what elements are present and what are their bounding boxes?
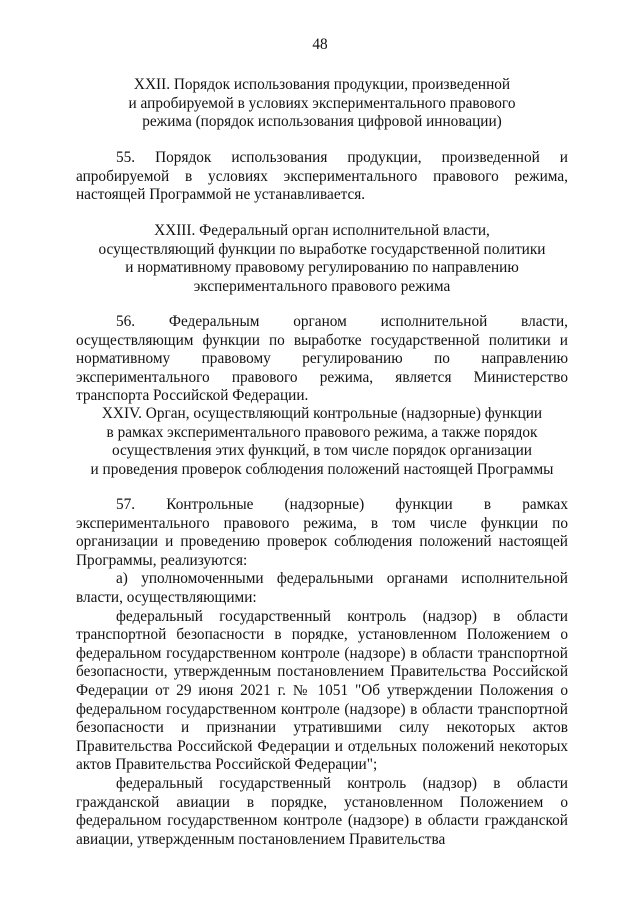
- paragraph-civil-aviation: федеральный государственный контроль (надзор) в области гражданской авиации в порядке, установленном Положением о федеральном государственном контроле (надзоре) в области гражданской авиации, утвержденным постановлением Правительства: [76, 774, 568, 848]
- paragraph-56: 56. Федеральным органом исполнительной власти, осуществляющим функции по выработке государственной политики и нормативному правовому регулированию по направлению экспериментального правового режима, является Министерство транспорта Российской Федерации.: [76, 313, 568, 405]
- heading-line: экспериментального правового режима: [193, 277, 451, 295]
- section-body-xxii: [76, 149, 568, 205]
- section-heading-xxii: [76, 76, 568, 132]
- paragraph-55: 55. Порядок использования продукции, произведенной и апробируемой в условиях экспериментального правового режима, настоящей Программой не устанавливается.: [76, 149, 568, 204]
- heading-line: режима (порядок использования цифровой инновации): [142, 113, 502, 131]
- heading-line: в рамках экспериментального правового режима, а также порядок: [106, 423, 538, 441]
- paragraph-57-a: а) уполномоченными федеральными органами исполнительной власти, осуществляющими:: [76, 570, 568, 606]
- heading-line: осуществления этих функций, в том числе порядок организации: [112, 442, 532, 460]
- section-heading-xxiii: [76, 222, 568, 296]
- section-heading-xxiv: [76, 405, 568, 479]
- page-number: 48: [312, 36, 328, 53]
- heading-line: осуществляющий функции по выработке государственной политики: [98, 240, 546, 258]
- paragraph-transport-security: федеральный государственный контроль (надзор) в области транспортной безопасности в порядке, установленном Положением о федеральном государственном контроле (надзоре) в области транспортной безопасности, утвержденным постановлением Правительства Российской Федерации от 29 июня 2021 г. № 1051 "Об утверждении Положения о федеральном государственном контроле (надзоре) в области транспортной безопасности и признании утратившими силу некоторых актов Правительства Российской Федерации и отдельных положений некоторых актов Правительства Российской Федерации";: [76, 607, 568, 774]
- section-body-xxiii: [76, 313, 568, 406]
- section-body-xxiv: [76, 496, 568, 849]
- heading-line: и апробируемой в условиях экспериментального правового: [128, 94, 516, 112]
- heading-line: и проведения проверок соблюдения положений настоящей Программы: [90, 460, 554, 478]
- heading-line: XXIII. Федеральный орган исполнительной власти,: [154, 222, 490, 239]
- heading-line: XXII. Порядок использования продукции, произведенной: [133, 76, 511, 93]
- heading-line: XXIV. Орган, осуществляющий контрольные (надзорные) функции: [101, 405, 543, 422]
- heading-line: и нормативному правовому регулированию по направлению: [125, 259, 519, 277]
- paragraph-57: 57. Контрольные (надзорные) функции в рамках экспериментального правового режима, в том числе функции по организации и проведению проверок соблюдения положений настоящей Программы, реализуются:: [76, 496, 568, 569]
